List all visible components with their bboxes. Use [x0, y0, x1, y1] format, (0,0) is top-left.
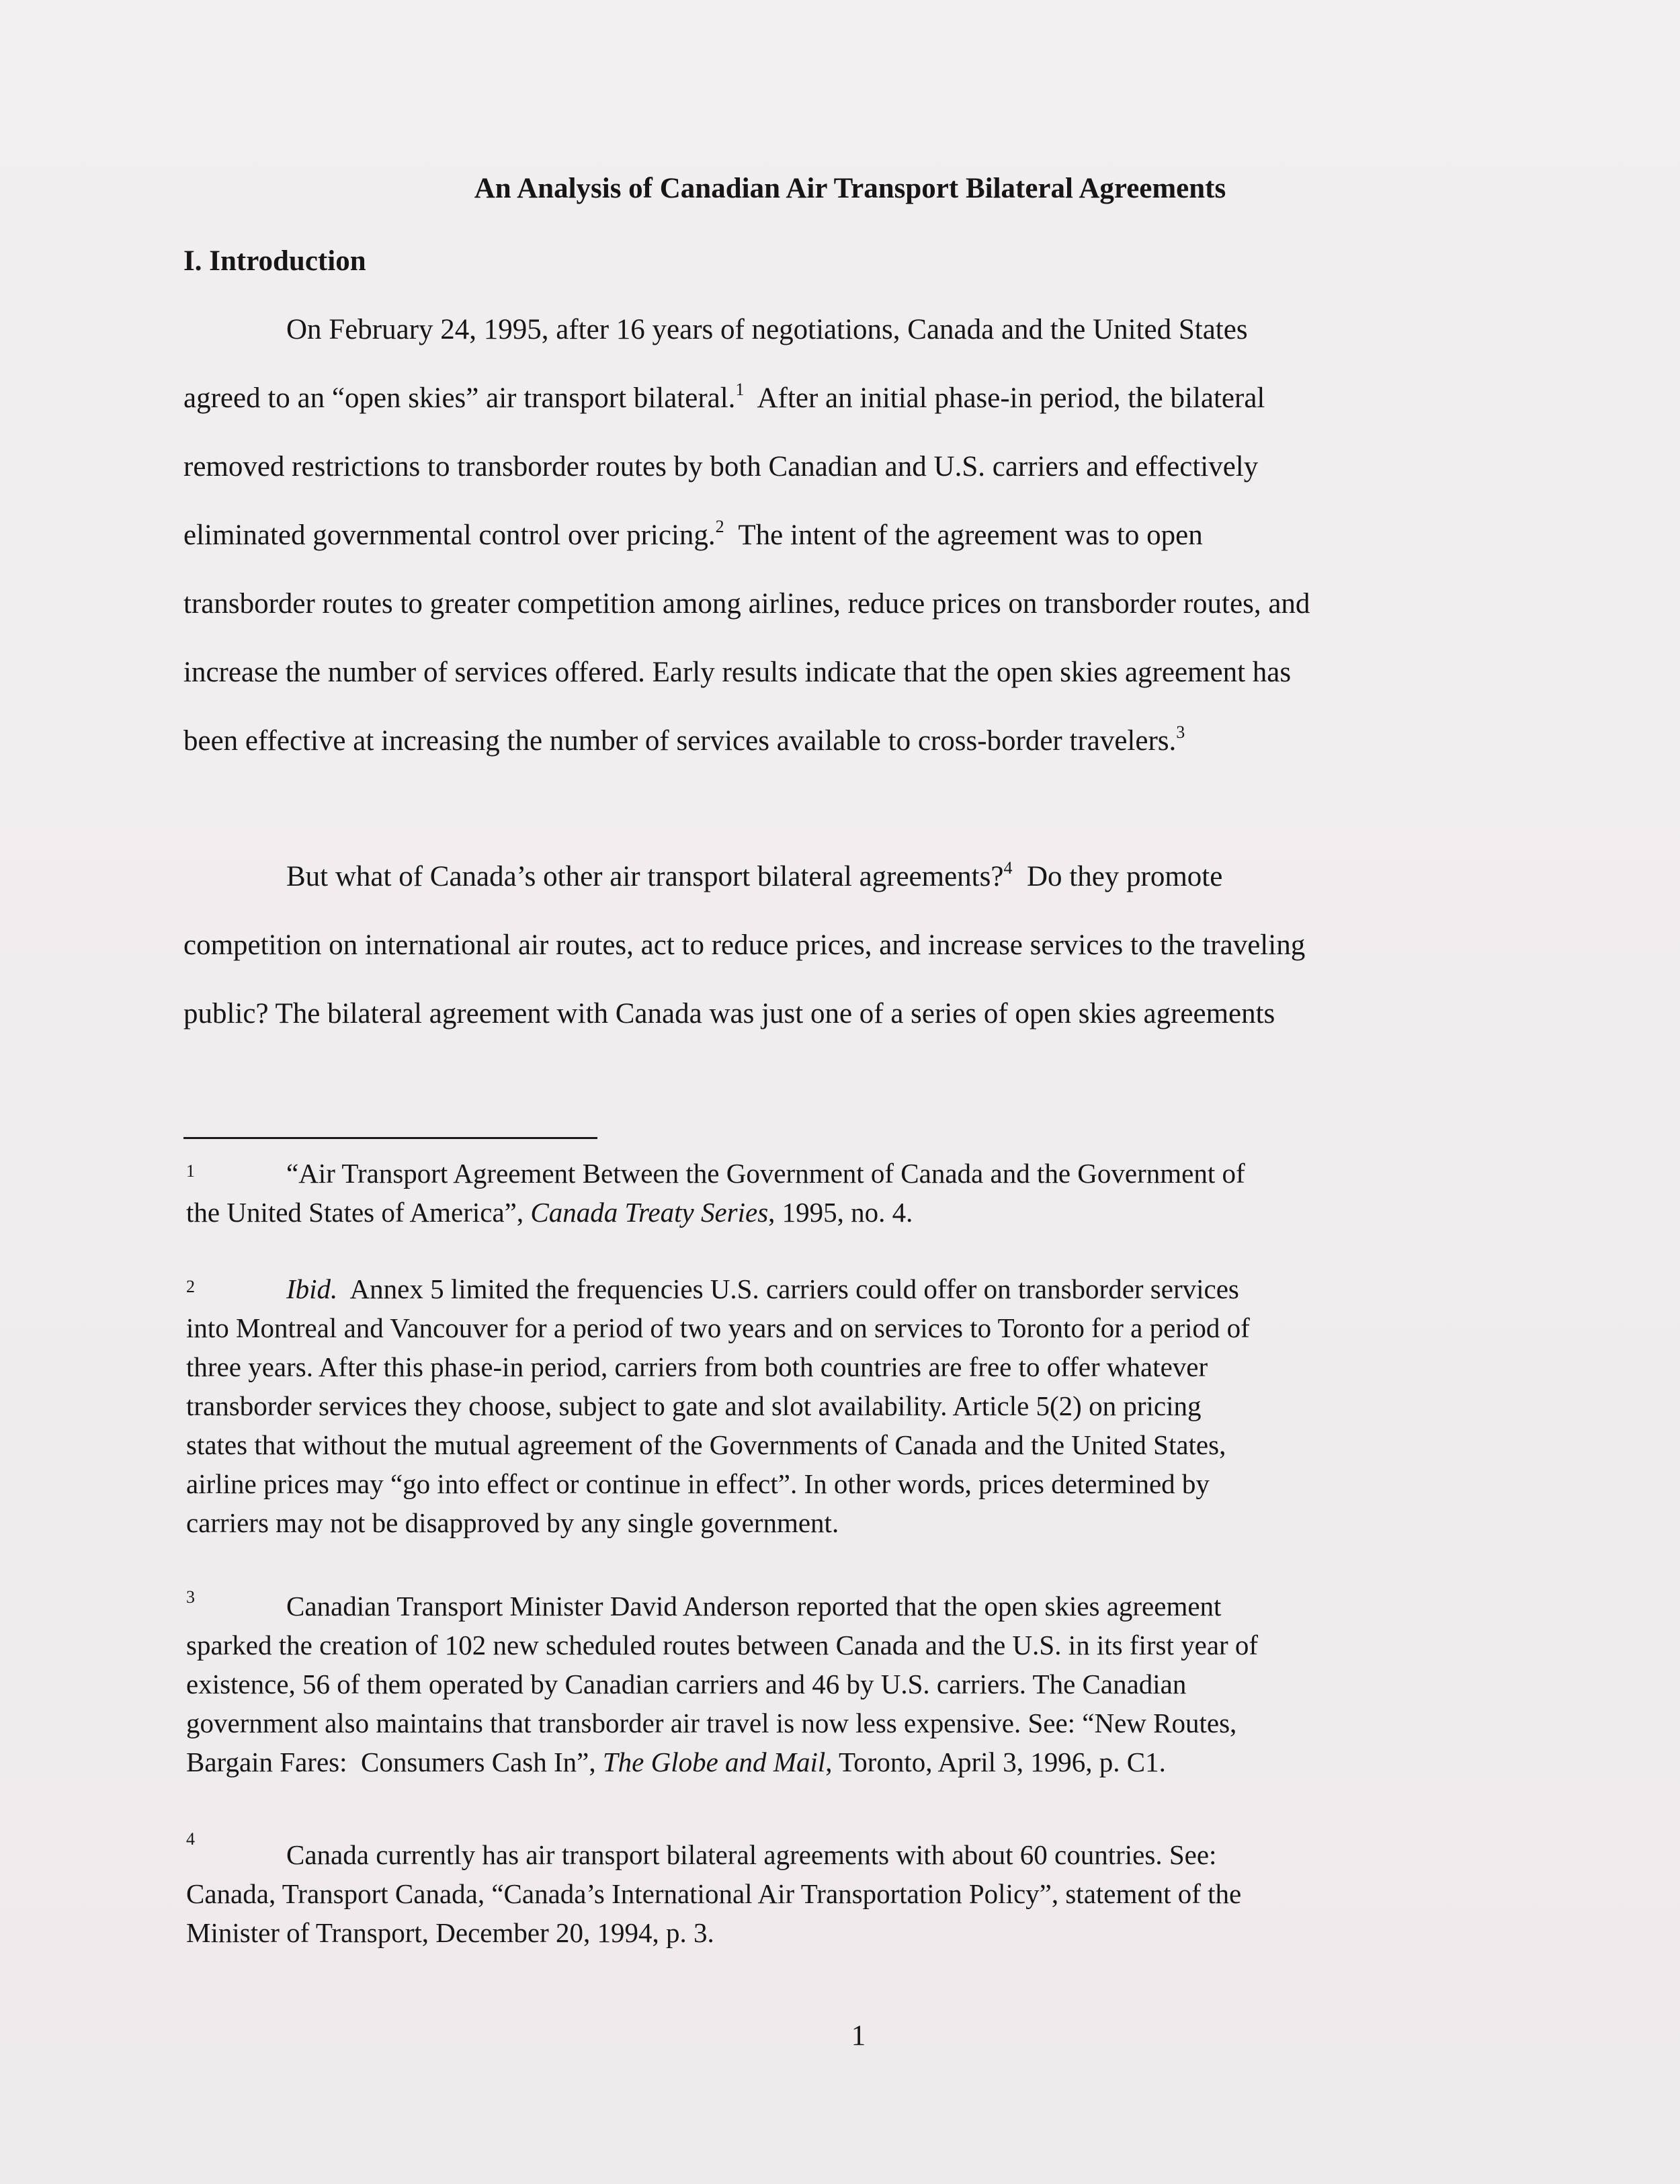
footnote-line: existence, 56 of them operated by Canadian carriers and 46 by U.S. carriers. The Canadian — [186, 1669, 1187, 1699]
body-line: transborder routes to greater competition among airlines, reduce prices on transborder routes, and — [183, 588, 1310, 620]
body-text: Do they promote — [1012, 861, 1223, 892]
document-title: An Analysis of Canadian Air Transport Bilateral Agreements — [474, 173, 1226, 204]
body-line: competition on international air routes, act to reduce prices, and increase services to the traveling — [183, 929, 1306, 961]
footnote-line: government also maintains that transborder air travel is now less expensive. See: “New Routes, — [186, 1708, 1237, 1738]
footnote-line: airline prices may “go into effect or continue in effect”. In other words, prices determined by — [186, 1468, 1210, 1499]
body-line: increase the number of services offered. Early results indicate that the open skies agreement has — [183, 657, 1292, 688]
footnote-line — [186, 1746, 1166, 1778]
footnote-line: carriers may not be disapproved by any single government. — [186, 1507, 839, 1538]
footnote-line: Canada, Transport Canada, “Canada’s International Air Transportation Policy”, statement of the — [186, 1878, 1242, 1909]
footnote-line — [186, 1196, 913, 1228]
footnote-line: transborder services they choose, subject to gate and slot availability. Article 5(2) on pricing — [186, 1390, 1202, 1421]
footnote-line: three years. After this phase-in period, carriers from both countries are free to offer whatever — [186, 1351, 1208, 1382]
body-line — [183, 519, 1203, 552]
body-line: public? The bilateral agreement with Canada was just one of a series of open skies agreements — [183, 998, 1275, 1030]
footnote-line: states that without the mutual agreement of the Governments of Canada and the United States, — [186, 1429, 1226, 1460]
body-line: removed restrictions to transborder routes by both Canadian and U.S. carriers and effectively — [183, 451, 1259, 482]
body-text: But what of Canada’s other air transport bilateral agreements? — [286, 861, 1004, 892]
footnote-text: Bargain Fares: Consumers Cash In”, — [186, 1747, 603, 1777]
body-text: agreed to an “open skies” air transport bilateral. — [183, 382, 736, 414]
footnote-line — [286, 1273, 1239, 1305]
footnote-line: “Air Transport Agreement Between the Government of Canada and the Government of — [286, 1158, 1245, 1189]
page-number: 1 — [851, 2020, 866, 2052]
footnote-citation-italic: Ibid. — [286, 1273, 338, 1304]
footnote-line: Minister of Transport, December 20, 1994, p. 3. — [186, 1917, 714, 1948]
footnote-ref: 2 — [715, 517, 724, 536]
body-text: eliminated governmental control over pricing. — [183, 519, 716, 551]
body-text: been effective at increasing the number of services available to cross-border travelers. — [183, 725, 1177, 757]
footnote-text: , Toronto, April 3, 1996, p. C1. — [825, 1747, 1166, 1777]
section-heading: I. Introduction — [183, 245, 366, 277]
footnote-line: into Montreal and Vancouver for a period of two years and on services to Toronto for a period of — [186, 1312, 1250, 1343]
body-line — [183, 382, 1265, 415]
footnote-ref: 4 — [1003, 858, 1013, 878]
footnote-line: sparked the creation of 102 new scheduled routes between Canada and the U.S. in its first year of — [186, 1630, 1259, 1661]
body-line: On February 24, 1995, after 16 years of negotiations, Canada and the United States — [286, 314, 1248, 345]
footnote-text: , 1995, no. 4. — [768, 1197, 913, 1228]
body-text: The intent of the agreement was to open — [724, 519, 1203, 551]
body-line — [286, 860, 1222, 893]
footnote-text: Annex 5 limited the frequencies U.S. carriers could offer on transborder services — [337, 1273, 1239, 1304]
footnote-separator — [183, 1137, 597, 1139]
footnote-text: the United States of America”, — [186, 1197, 531, 1228]
footnote-citation-italic: The Globe and Mail — [602, 1747, 826, 1777]
footnote-line: Canada currently has air transport bilateral agreements with about 60 countries. See: — [286, 1839, 1217, 1870]
body-text: After an initial phase-in period, the bilateral — [744, 382, 1265, 414]
body-line — [183, 724, 1185, 757]
footnote-number: 3 — [186, 1587, 195, 1607]
footnote-ref: 1 — [735, 380, 745, 399]
footnote-citation-italic: Canada Treaty Series — [530, 1197, 769, 1228]
footnote-number: 1 — [186, 1161, 195, 1181]
footnote-number: 2 — [186, 1277, 195, 1296]
footnote-number: 4 — [186, 1829, 195, 1849]
footnote-line: Canadian Transport Minister David Anderson reported that the open skies agreement — [286, 1591, 1222, 1622]
footnote-ref: 3 — [1176, 722, 1185, 742]
